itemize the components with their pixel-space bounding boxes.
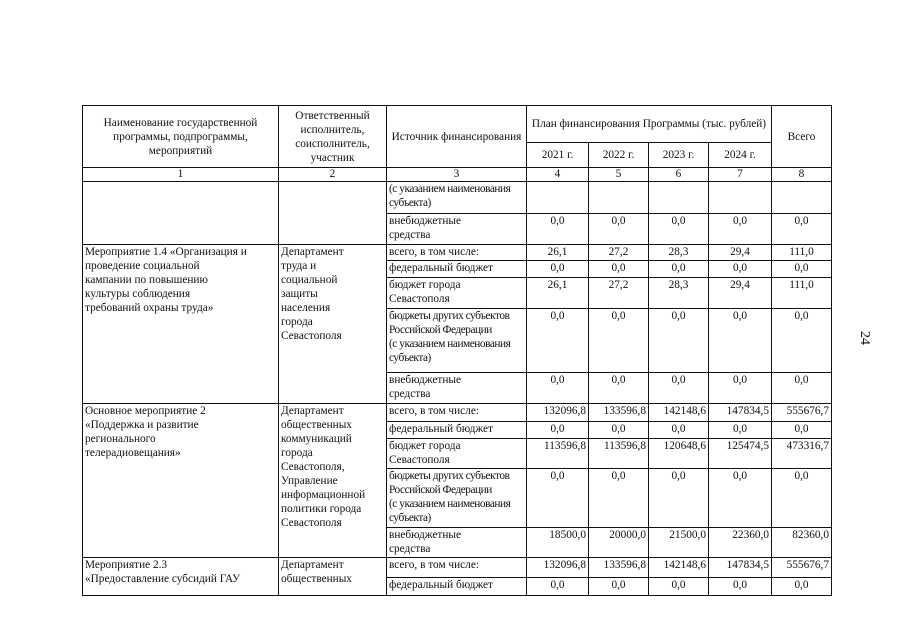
funding-source: федеральный бюджет <box>387 261 527 278</box>
funding-source: федеральный бюджет <box>387 578 527 596</box>
value-total <box>772 182 832 214</box>
value-year-2024: 29,4 <box>709 245 772 261</box>
value-year-2022: 0,0 <box>589 469 649 528</box>
value-year-2024: 0,0 <box>709 422 772 439</box>
value-year-2021: 132096,8 <box>527 404 589 422</box>
responsible-executor <box>279 182 387 245</box>
responsible-executor: Департамент общественных <box>279 558 387 596</box>
funding-source: всего, в том числе: <box>387 245 527 261</box>
value-year-2023: 28,3 <box>649 278 709 309</box>
funding-source: (с указанием наименования субъекта) <box>387 182 527 214</box>
value-year-2023: 21500,0 <box>649 528 709 558</box>
funding-source: внебюджетные средства <box>387 373 527 404</box>
value-year-2021: 0,0 <box>527 469 589 528</box>
value-year-2022: 27,2 <box>589 245 649 261</box>
value-year-2024: 0,0 <box>709 261 772 278</box>
value-year-2021: 26,1 <box>527 278 589 309</box>
value-year-2022: 0,0 <box>589 578 649 596</box>
header-plan: План финансирования Программы (тыс. рублей) <box>527 106 772 143</box>
value-total: 0,0 <box>772 422 832 439</box>
funding-source: бюджеты других субъектов Российской Федерации (с указанием наименования субъекта) <box>387 469 527 528</box>
value-total: 473316,7 <box>772 439 832 469</box>
header-year-2021: 2021 г. <box>527 143 589 168</box>
value-year-2022: 0,0 <box>589 373 649 404</box>
value-total: 0,0 <box>772 309 832 373</box>
column-index: 6 <box>649 168 709 182</box>
page-number: 24 <box>857 331 872 345</box>
value-year-2022: 113596,8 <box>589 439 649 469</box>
value-year-2024: 0,0 <box>709 373 772 404</box>
value-total: 0,0 <box>772 373 832 404</box>
column-index: 7 <box>709 168 772 182</box>
value-year-2023 <box>649 182 709 214</box>
funding-source: внебюджетные средства <box>387 214 527 245</box>
column-index: 1 <box>83 168 279 182</box>
measure-name: Мероприятие 2.3 «Предоставление субсидий ГАУ <box>83 558 279 596</box>
value-year-2021: 18500,0 <box>527 528 589 558</box>
value-year-2021: 132096,8 <box>527 558 589 578</box>
value-year-2023: 0,0 <box>649 469 709 528</box>
table-row <box>83 182 832 214</box>
funding-source: внебюджетные средства <box>387 528 527 558</box>
value-year-2024 <box>709 182 772 214</box>
value-year-2024: 0,0 <box>709 214 772 245</box>
measure-name <box>83 182 279 245</box>
value-total: 555676,7 <box>772 404 832 422</box>
column-index: 4 <box>527 168 589 182</box>
value-year-2024: 125474,5 <box>709 439 772 469</box>
value-year-2024: 0,0 <box>709 578 772 596</box>
measure-name: Мероприятие 1.4 «Организация и проведение социальной кампании по повышению культуры соблюдения требований охраны труда» <box>83 245 279 404</box>
value-year-2023: 28,3 <box>649 245 709 261</box>
funding-source: бюджет города Севастополя <box>387 278 527 309</box>
financing-table <box>82 105 832 596</box>
value-year-2023: 0,0 <box>649 261 709 278</box>
value-total: 0,0 <box>772 214 832 245</box>
value-year-2022: 0,0 <box>589 214 649 245</box>
header-source: Источник финансирования <box>387 106 527 168</box>
value-total: 82360,0 <box>772 528 832 558</box>
value-total: 0,0 <box>772 261 832 278</box>
value-year-2024: 147834,5 <box>709 558 772 578</box>
value-year-2024: 0,0 <box>709 469 772 528</box>
value-year-2022: 133596,8 <box>589 558 649 578</box>
responsible-executor: Департамент труда и социальной защиты населения города Севастополя <box>279 245 387 404</box>
table-row <box>83 558 832 578</box>
header-total: Всего <box>772 106 832 168</box>
value-year-2024: 29,4 <box>709 278 772 309</box>
value-year-2023: 0,0 <box>649 422 709 439</box>
measure-name: Основное мероприятие 2 «Поддержка и развитие регионального телерадиовещания» <box>83 404 279 558</box>
value-year-2024: 0,0 <box>709 309 772 373</box>
value-total: 0,0 <box>772 469 832 528</box>
value-year-2021: 0,0 <box>527 422 589 439</box>
value-year-2021: 26,1 <box>527 245 589 261</box>
value-year-2021: 113596,8 <box>527 439 589 469</box>
value-year-2022: 20000,0 <box>589 528 649 558</box>
value-year-2023: 0,0 <box>649 578 709 596</box>
value-year-2023: 0,0 <box>649 214 709 245</box>
value-year-2023: 0,0 <box>649 373 709 404</box>
value-year-2021: 0,0 <box>527 578 589 596</box>
value-year-2022: 0,0 <box>589 261 649 278</box>
funding-source: бюджет города Севастополя <box>387 439 527 469</box>
value-year-2024: 22360,0 <box>709 528 772 558</box>
value-year-2021: 0,0 <box>527 309 589 373</box>
table-row <box>83 245 832 261</box>
value-year-2023: 142148,6 <box>649 558 709 578</box>
value-year-2022: 0,0 <box>589 309 649 373</box>
table-row <box>83 404 832 422</box>
column-index: 3 <box>387 168 527 182</box>
value-total: 0,0 <box>772 578 832 596</box>
header-responsible: Ответственный исполнитель, соисполнитель, участник <box>279 106 387 168</box>
value-year-2022: 0,0 <box>589 422 649 439</box>
value-total: 555676,7 <box>772 558 832 578</box>
column-index: 2 <box>279 168 387 182</box>
value-year-2023: 0,0 <box>649 309 709 373</box>
column-index: 8 <box>772 168 832 182</box>
header-name: Наименование государственной программы, подпрограммы, мероприятий <box>83 106 279 168</box>
value-year-2024: 147834,5 <box>709 404 772 422</box>
value-year-2021: 0,0 <box>527 214 589 245</box>
value-total: 111,0 <box>772 278 832 309</box>
funding-source: всего, в том числе: <box>387 404 527 422</box>
header-year-2024: 2024 г. <box>709 143 772 168</box>
value-year-2021: 0,0 <box>527 261 589 278</box>
funding-source: всего, в том числе: <box>387 558 527 578</box>
value-year-2022 <box>589 182 649 214</box>
value-year-2021 <box>527 182 589 214</box>
value-year-2023: 142148,6 <box>649 404 709 422</box>
value-year-2022: 133596,8 <box>589 404 649 422</box>
value-year-2023: 120648,6 <box>649 439 709 469</box>
value-total: 111,0 <box>772 245 832 261</box>
funding-source: бюджеты других субъектов Российской Федерации (с указанием наименования субъекта) <box>387 309 527 373</box>
column-index: 5 <box>589 168 649 182</box>
value-year-2021: 0,0 <box>527 373 589 404</box>
value-year-2022: 27,2 <box>589 278 649 309</box>
responsible-executor: Департамент общественных коммуникаций города Севастополя, Управление информационной политики города Севастополя <box>279 404 387 558</box>
header-year-2023: 2023 г. <box>649 143 709 168</box>
header-year-2022: 2022 г. <box>589 143 649 168</box>
funding-source: федеральный бюджет <box>387 422 527 439</box>
